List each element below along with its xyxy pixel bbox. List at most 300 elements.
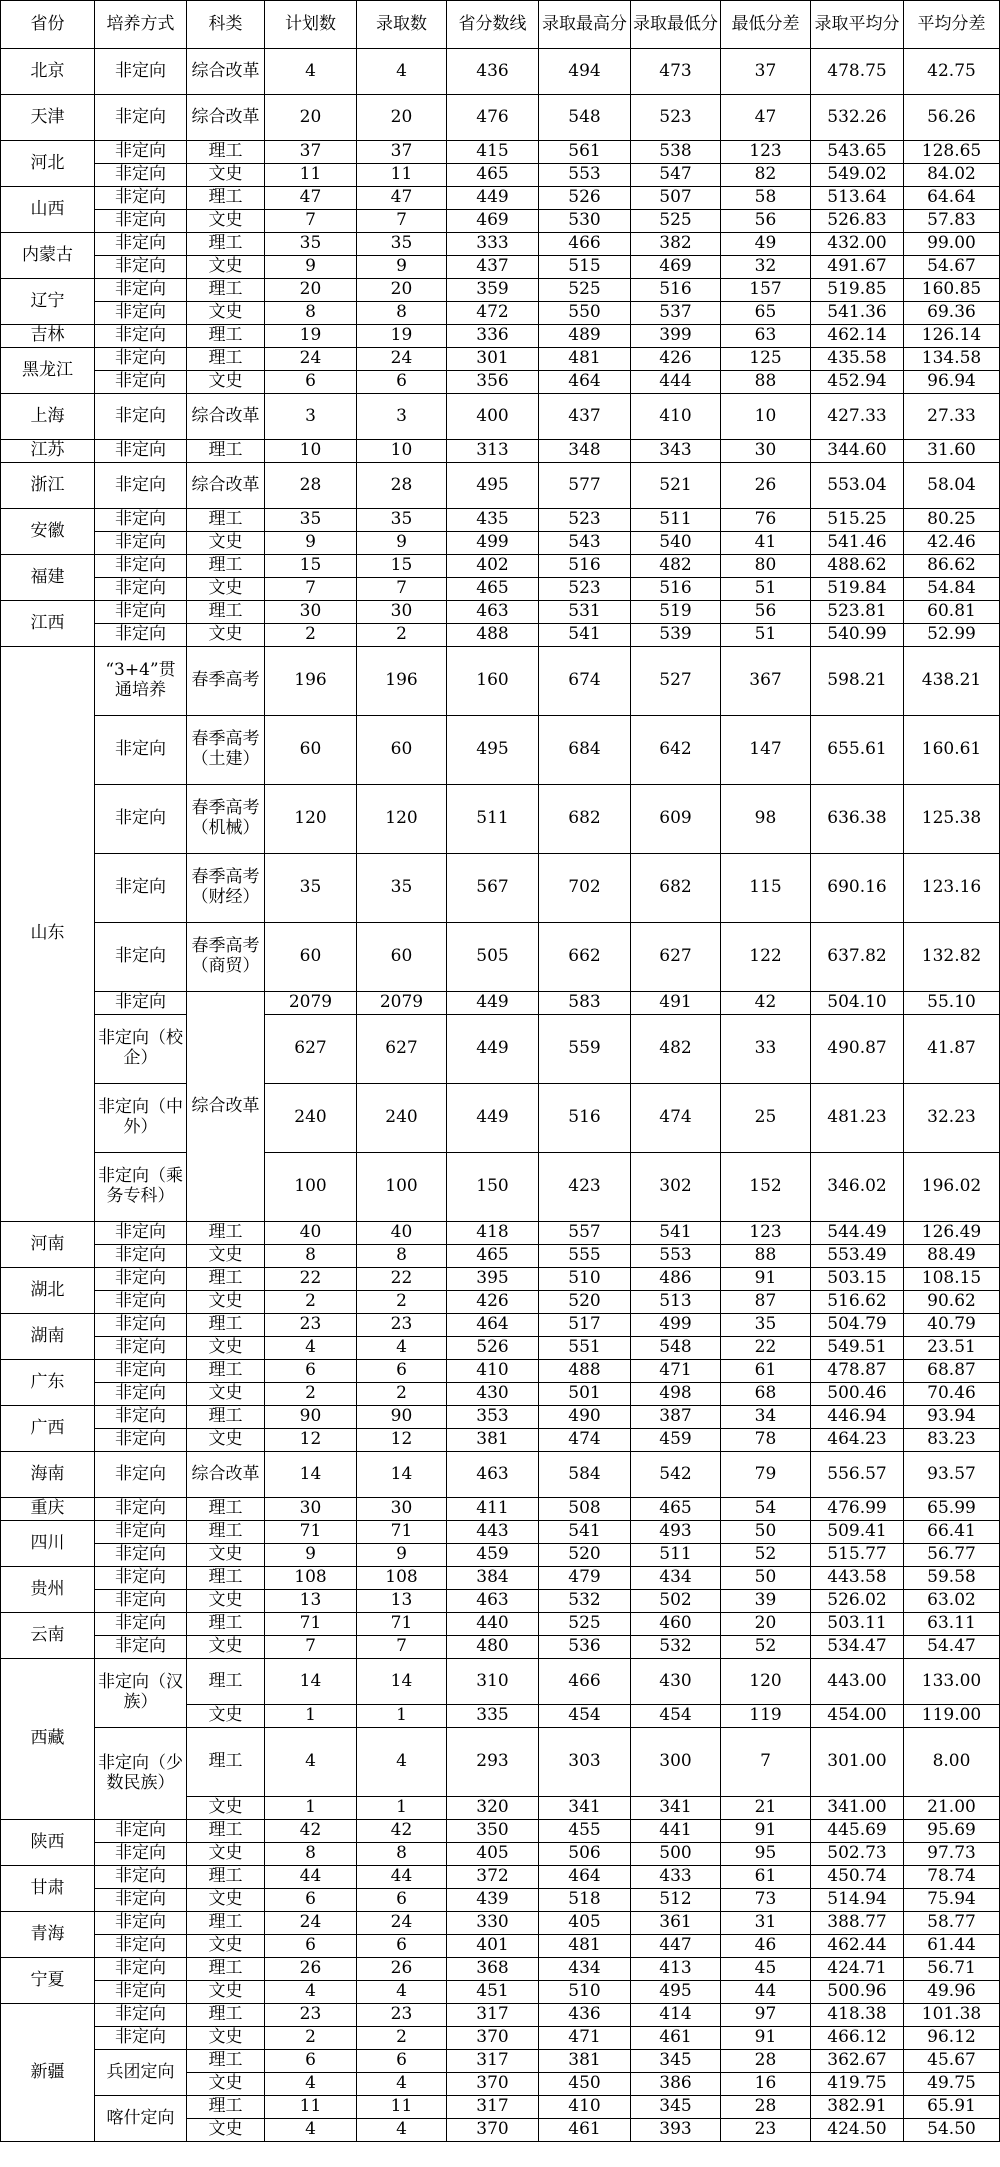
cell-min-diff: 25 <box>721 1084 811 1153</box>
cell-plan-count: 7 <box>265 1636 357 1659</box>
cell-province-cutoff: 353 <box>447 1406 539 1429</box>
cell-training-mode: 非定向（中外） <box>95 1084 187 1153</box>
cell-avg-score: 526.02 <box>811 1590 904 1613</box>
cell-min-diff: 50 <box>721 1567 811 1590</box>
cell-avg-diff: 8.00 <box>904 1728 1000 1797</box>
table-row <box>1 647 1000 716</box>
cell-min-score: 642 <box>631 716 721 785</box>
cell-avg-score: 464.23 <box>811 1429 904 1452</box>
cell-avg-diff: 60.81 <box>904 601 1000 624</box>
cell-training-mode: 兵团定向 <box>95 2050 187 2096</box>
cell-min-score: 361 <box>631 1912 721 1935</box>
cell-admitted-count: 2 <box>357 2027 447 2050</box>
cell-avg-diff: 54.50 <box>904 2119 1000 2142</box>
cell-min-score: 523 <box>631 95 721 141</box>
cell-province-cutoff: 395 <box>447 1268 539 1291</box>
cell-min-score: 300 <box>631 1728 721 1797</box>
cell-max-score: 464 <box>539 1866 631 1889</box>
cell-plan-count: 14 <box>265 1452 357 1498</box>
cell-min-diff: 63 <box>721 325 811 348</box>
cell-min-score: 553 <box>631 1245 721 1268</box>
cell-max-score: 559 <box>539 1015 631 1084</box>
cell-plan-count: 627 <box>265 1015 357 1084</box>
cell-min-diff: 91 <box>721 2027 811 2050</box>
cell-category: 文史 <box>187 1889 265 1912</box>
cell-training-mode: 非定向 <box>95 1958 187 1981</box>
cell-admitted-count: 35 <box>357 509 447 532</box>
cell-category: 理工 <box>187 1498 265 1521</box>
cell-category: 理工 <box>187 1866 265 1889</box>
cell-province-cutoff: 465 <box>447 164 539 187</box>
cell-avg-score: 500.96 <box>811 1981 904 2004</box>
cell-category: 理工 <box>187 1360 265 1383</box>
cell-avg-score: 466.12 <box>811 2027 904 2050</box>
cell-category: 文史 <box>187 210 265 233</box>
cell-min-diff: 49 <box>721 233 811 256</box>
cell-min-score: 444 <box>631 371 721 394</box>
cell-min-diff: 54 <box>721 1498 811 1521</box>
cell-min-score: 548 <box>631 1337 721 1360</box>
cell-admitted-count: 6 <box>357 371 447 394</box>
cell-avg-score: 541.46 <box>811 532 904 555</box>
cell-admitted-count: 7 <box>357 578 447 601</box>
cell-min-diff: 82 <box>721 164 811 187</box>
cell-avg-score: 509.41 <box>811 1521 904 1544</box>
table-row <box>1 1636 1000 1659</box>
cell-admitted-count: 196 <box>357 647 447 716</box>
cell-avg-score: 655.61 <box>811 716 904 785</box>
cell-avg-diff: 61.44 <box>904 1935 1000 1958</box>
cell-category: 文史 <box>187 1935 265 1958</box>
cell-training-mode: 非定向 <box>95 854 187 923</box>
cell-category: 理工 <box>187 1958 265 1981</box>
cell-min-diff: 46 <box>721 1935 811 1958</box>
cell-plan-count: 71 <box>265 1613 357 1636</box>
cell-province: 天津 <box>1 95 95 141</box>
cell-avg-diff: 126.14 <box>904 325 1000 348</box>
cell-max-score: 523 <box>539 578 631 601</box>
cell-min-diff: 120 <box>721 1659 811 1705</box>
cell-admitted-count: 9 <box>357 1544 447 1567</box>
cell-training-mode: 非定向 <box>95 2004 187 2027</box>
cell-province-cutoff: 449 <box>447 1015 539 1084</box>
cell-max-score: 464 <box>539 371 631 394</box>
cell-training-mode: 非定向 <box>95 785 187 854</box>
cell-min-score: 541 <box>631 1222 721 1245</box>
cell-avg-diff: 65.91 <box>904 2096 1000 2119</box>
cell-province: 江西 <box>1 601 95 647</box>
cell-avg-score: 544.49 <box>811 1222 904 1245</box>
cell-max-score: 410 <box>539 2096 631 2119</box>
cell-province-cutoff: 359 <box>447 279 539 302</box>
cell-avg-diff: 21.00 <box>904 1797 1000 1820</box>
cell-max-score: 489 <box>539 325 631 348</box>
cell-admitted-count: 2 <box>357 1383 447 1406</box>
cell-province: 宁夏 <box>1 1958 95 2004</box>
table-row <box>1 1452 1000 1498</box>
cell-min-score: 482 <box>631 555 721 578</box>
cell-category: 文史 <box>187 371 265 394</box>
cell-training-mode: 非定向 <box>95 1521 187 1544</box>
cell-province: 广西 <box>1 1406 95 1452</box>
cell-max-score: 516 <box>539 555 631 578</box>
table-row <box>1 1383 1000 1406</box>
cell-min-score: 459 <box>631 1429 721 1452</box>
cell-province-cutoff: 317 <box>447 2096 539 2119</box>
cell-avg-score: 488.62 <box>811 555 904 578</box>
cell-training-mode: 非定向 <box>95 371 187 394</box>
cell-province-cutoff: 430 <box>447 1383 539 1406</box>
cell-max-score: 523 <box>539 509 631 532</box>
cell-province: 青海 <box>1 1912 95 1958</box>
cell-admitted-count: 1 <box>357 1705 447 1728</box>
cell-category: 文史 <box>187 1383 265 1406</box>
cell-training-mode: 非定向 <box>95 1452 187 1498</box>
cell-avg-score: 344.60 <box>811 440 904 463</box>
cell-admitted-count: 6 <box>357 1935 447 1958</box>
cell-avg-diff: 160.61 <box>904 716 1000 785</box>
table-row <box>1 555 1000 578</box>
cell-admitted-count: 24 <box>357 348 447 371</box>
cell-max-score: 341 <box>539 1797 631 1820</box>
cell-province: 西藏 <box>1 1659 95 1820</box>
cell-category: 理工 <box>187 1406 265 1429</box>
cell-avg-score: 476.99 <box>811 1498 904 1521</box>
cell-max-score: 543 <box>539 532 631 555</box>
cell-admitted-count: 8 <box>357 1245 447 1268</box>
cell-max-score: 348 <box>539 440 631 463</box>
cell-avg-score: 549.02 <box>811 164 904 187</box>
cell-min-diff: 56 <box>721 601 811 624</box>
cell-plan-count: 4 <box>265 1337 357 1360</box>
cell-min-diff: 147 <box>721 716 811 785</box>
header-training-mode: 培养方式 <box>95 1 187 49</box>
cell-avg-diff: 438.21 <box>904 647 1000 716</box>
cell-province-cutoff: 465 <box>447 578 539 601</box>
cell-max-score: 461 <box>539 2119 631 2142</box>
cell-plan-count: 4 <box>265 2073 357 2096</box>
cell-plan-count: 23 <box>265 1314 357 1337</box>
cell-category: 理工 <box>187 1222 265 1245</box>
cell-province: 河南 <box>1 1222 95 1268</box>
cell-training-mode: 非定向 <box>95 509 187 532</box>
cell-max-score: 550 <box>539 302 631 325</box>
cell-avg-diff: 65.99 <box>904 1498 1000 1521</box>
table-row <box>1 1521 1000 1544</box>
cell-avg-score: 598.21 <box>811 647 904 716</box>
cell-min-score: 507 <box>631 187 721 210</box>
cell-min-score: 499 <box>631 1314 721 1337</box>
cell-min-score: 516 <box>631 279 721 302</box>
cell-avg-score: 362.67 <box>811 2050 904 2073</box>
cell-admitted-count: 3 <box>357 394 447 440</box>
cell-avg-score: 443.58 <box>811 1567 904 1590</box>
cell-avg-score: 515.77 <box>811 1544 904 1567</box>
cell-max-score: 702 <box>539 854 631 923</box>
cell-province-cutoff: 463 <box>447 1452 539 1498</box>
cell-plan-count: 7 <box>265 210 357 233</box>
cell-province: 贵州 <box>1 1567 95 1613</box>
cell-avg-diff: 58.77 <box>904 1912 1000 1935</box>
cell-training-mode: 非定向 <box>95 49 187 95</box>
cell-admitted-count: 47 <box>357 187 447 210</box>
cell-category: 理工 <box>187 1314 265 1337</box>
cell-avg-diff: 99.00 <box>904 233 1000 256</box>
cell-training-mode: 非定向 <box>95 1590 187 1613</box>
cell-province-cutoff: 370 <box>447 2073 539 2096</box>
cell-admitted-count: 8 <box>357 302 447 325</box>
cell-avg-score: 515.25 <box>811 509 904 532</box>
cell-category: 文史 <box>187 1245 265 1268</box>
cell-plan-count: 60 <box>265 716 357 785</box>
cell-category: 综合改革 <box>187 463 265 509</box>
cell-avg-score: 516.62 <box>811 1291 904 1314</box>
cell-province-cutoff: 511 <box>447 785 539 854</box>
cell-plan-count: 37 <box>265 141 357 164</box>
cell-avg-diff: 78.74 <box>904 1866 1000 1889</box>
cell-min-score: 430 <box>631 1659 721 1705</box>
cell-category: 文史 <box>187 624 265 647</box>
cell-category: 文史 <box>187 578 265 601</box>
cell-avg-diff: 42.75 <box>904 49 1000 95</box>
cell-plan-count: 6 <box>265 371 357 394</box>
cell-avg-diff: 59.58 <box>904 1567 1000 1590</box>
cell-min-diff: 152 <box>721 1153 811 1222</box>
cell-province-cutoff: 436 <box>447 49 539 95</box>
cell-min-score: 393 <box>631 2119 721 2142</box>
cell-province: 辽宁 <box>1 279 95 325</box>
cell-province-cutoff: 526 <box>447 1337 539 1360</box>
cell-avg-score: 513.64 <box>811 187 904 210</box>
table-row <box>1 302 1000 325</box>
cell-min-score: 512 <box>631 1889 721 1912</box>
cell-plan-count: 4 <box>265 49 357 95</box>
cell-avg-score: 478.87 <box>811 1360 904 1383</box>
cell-province-cutoff: 505 <box>447 923 539 992</box>
cell-training-mode: 非定向 <box>95 233 187 256</box>
cell-training-mode: 非定向 <box>95 1613 187 1636</box>
cell-avg-score: 462.14 <box>811 325 904 348</box>
cell-min-diff: 157 <box>721 279 811 302</box>
table-row <box>1 1544 1000 1567</box>
table-row <box>1 1889 1000 1912</box>
cell-avg-diff: 86.62 <box>904 555 1000 578</box>
cell-admitted-count: 23 <box>357 1314 447 1337</box>
cell-admitted-count: 4 <box>357 2119 447 2142</box>
cell-min-score: 525 <box>631 210 721 233</box>
cell-training-mode: 非定向 <box>95 1935 187 1958</box>
cell-province-cutoff: 426 <box>447 1291 539 1314</box>
cell-min-diff: 26 <box>721 463 811 509</box>
header-min-diff: 最低分差 <box>721 1 811 49</box>
cell-avg-diff: 84.02 <box>904 164 1000 187</box>
cell-min-diff: 115 <box>721 854 811 923</box>
cell-min-score: 433 <box>631 1866 721 1889</box>
cell-admitted-count: 6 <box>357 2050 447 2073</box>
cell-min-diff: 44 <box>721 1981 811 2004</box>
cell-category: 理工 <box>187 555 265 578</box>
cell-admitted-count: 71 <box>357 1613 447 1636</box>
cell-plan-count: 20 <box>265 95 357 141</box>
cell-plan-count: 47 <box>265 187 357 210</box>
cell-plan-count: 20 <box>265 279 357 302</box>
cell-avg-diff: 126.49 <box>904 1222 1000 1245</box>
cell-avg-diff: 32.23 <box>904 1084 1000 1153</box>
table-row <box>1 256 1000 279</box>
cell-max-score: 479 <box>539 1567 631 1590</box>
cell-min-score: 460 <box>631 1613 721 1636</box>
cell-min-diff: 10 <box>721 394 811 440</box>
cell-avg-diff: 90.62 <box>904 1291 1000 1314</box>
cell-province-cutoff: 160 <box>447 647 539 716</box>
cell-province: 内蒙古 <box>1 233 95 279</box>
cell-plan-count: 2079 <box>265 992 357 1015</box>
table-row <box>1 1498 1000 1521</box>
table-row <box>1 1406 1000 1429</box>
cell-province-cutoff: 411 <box>447 1498 539 1521</box>
cell-min-diff: 88 <box>721 371 811 394</box>
cell-admitted-count: 14 <box>357 1659 447 1705</box>
cell-category: 理工 <box>187 601 265 624</box>
cell-min-score: 345 <box>631 2050 721 2073</box>
cell-province: 北京 <box>1 49 95 95</box>
cell-category: 理工 <box>187 2004 265 2027</box>
cell-min-diff: 47 <box>721 95 811 141</box>
cell-training-mode: 非定向（汉族） <box>95 1659 187 1728</box>
cell-training-mode: 非定向 <box>95 1360 187 1383</box>
table-row <box>1 187 1000 210</box>
cell-category: 理工 <box>187 141 265 164</box>
cell-training-mode: 非定向（校企） <box>95 1015 187 1084</box>
cell-admitted-count: 24 <box>357 1912 447 1935</box>
cell-training-mode: 非定向 <box>95 532 187 555</box>
cell-avg-diff: 66.41 <box>904 1521 1000 1544</box>
cell-min-score: 511 <box>631 509 721 532</box>
cell-avg-score: 532.26 <box>811 95 904 141</box>
cell-admitted-count: 8 <box>357 1843 447 1866</box>
cell-province-cutoff: 469 <box>447 210 539 233</box>
cell-province-cutoff: 400 <box>447 394 539 440</box>
cell-category: 理工 <box>187 1613 265 1636</box>
cell-max-score: 531 <box>539 601 631 624</box>
cell-avg-score: 553.49 <box>811 1245 904 1268</box>
cell-avg-score: 490.87 <box>811 1015 904 1084</box>
cell-category: 理工 <box>187 509 265 532</box>
cell-category: 文史 <box>187 1429 265 1452</box>
cell-min-score: 502 <box>631 1590 721 1613</box>
cell-avg-score: 500.46 <box>811 1383 904 1406</box>
cell-category: 文史 <box>187 256 265 279</box>
cell-max-score: 474 <box>539 1429 631 1452</box>
table-row <box>1 1935 1000 1958</box>
cell-plan-count: 12 <box>265 1429 357 1452</box>
cell-province: 甘肃 <box>1 1866 95 1912</box>
cell-province-cutoff: 463 <box>447 601 539 624</box>
cell-category: 综合改革 <box>187 394 265 440</box>
table-row <box>1 601 1000 624</box>
cell-admitted-count: 90 <box>357 1406 447 1429</box>
table-row <box>1 210 1000 233</box>
cell-training-mode: 非定向 <box>95 1314 187 1337</box>
cell-max-score: 532 <box>539 1590 631 1613</box>
cell-min-diff: 37 <box>721 49 811 95</box>
cell-min-diff: 56 <box>721 210 811 233</box>
cell-min-score: 302 <box>631 1153 721 1222</box>
cell-min-diff: 45 <box>721 1958 811 1981</box>
cell-plan-count: 100 <box>265 1153 357 1222</box>
cell-avg-diff: 128.65 <box>904 141 1000 164</box>
cell-province-cutoff: 443 <box>447 1521 539 1544</box>
cell-training-mode: “3+4”贯通培养 <box>95 647 187 716</box>
cell-max-score: 684 <box>539 716 631 785</box>
cell-training-mode: 非定向 <box>95 164 187 187</box>
cell-province-cutoff: 410 <box>447 1360 539 1383</box>
cell-avg-diff: 41.87 <box>904 1015 1000 1084</box>
cell-category: 综合改革 <box>187 95 265 141</box>
table-row <box>1 1222 1000 1245</box>
cell-min-diff: 41 <box>721 532 811 555</box>
cell-category: 文史 <box>187 1636 265 1659</box>
cell-max-score: 551 <box>539 1337 631 1360</box>
cell-category: 理工 <box>187 2096 265 2119</box>
cell-province-cutoff: 464 <box>447 1314 539 1337</box>
header-category: 科类 <box>187 1 265 49</box>
cell-min-diff: 50 <box>721 1521 811 1544</box>
cell-training-mode: 喀什定向 <box>95 2096 187 2142</box>
cell-min-score: 399 <box>631 325 721 348</box>
cell-training-mode: 非定向 <box>95 1268 187 1291</box>
cell-min-score: 513 <box>631 1291 721 1314</box>
cell-min-diff: 51 <box>721 624 811 647</box>
cell-min-diff: 52 <box>721 1544 811 1567</box>
cell-training-mode: 非定向 <box>95 923 187 992</box>
cell-province-cutoff: 310 <box>447 1659 539 1705</box>
cell-avg-score: 523.81 <box>811 601 904 624</box>
cell-avg-score: 549.51 <box>811 1337 904 1360</box>
cell-category: 文史 <box>187 2119 265 2142</box>
cell-min-diff: 16 <box>721 2073 811 2096</box>
cell-max-score: 682 <box>539 785 631 854</box>
cell-plan-count: 6 <box>265 1889 357 1912</box>
cell-min-diff: 23 <box>721 2119 811 2142</box>
cell-min-score: 447 <box>631 1935 721 1958</box>
cell-category: 综合改革 <box>187 992 265 1222</box>
cell-province-cutoff: 317 <box>447 2050 539 2073</box>
cell-admitted-count: 44 <box>357 1866 447 1889</box>
cell-min-diff: 73 <box>721 1889 811 1912</box>
table-row <box>1 785 1000 854</box>
cell-max-score: 541 <box>539 624 631 647</box>
cell-plan-count: 22 <box>265 1268 357 1291</box>
cell-min-diff: 91 <box>721 1268 811 1291</box>
cell-min-score: 387 <box>631 1406 721 1429</box>
cell-max-score: 555 <box>539 1245 631 1268</box>
cell-admitted-count: 10 <box>357 440 447 463</box>
cell-admitted-count: 1 <box>357 1797 447 1820</box>
table-row <box>1 1590 1000 1613</box>
cell-plan-count: 14 <box>265 1659 357 1705</box>
table-row <box>1 2050 1000 2073</box>
cell-admitted-count: 11 <box>357 2096 447 2119</box>
cell-min-diff: 28 <box>721 2096 811 2119</box>
cell-category: 综合改革 <box>187 49 265 95</box>
cell-avg-score: 540.99 <box>811 624 904 647</box>
cell-province-cutoff: 449 <box>447 187 539 210</box>
cell-max-score: 481 <box>539 348 631 371</box>
cell-max-score: 436 <box>539 2004 631 2027</box>
cell-training-mode: 非定向 <box>95 1498 187 1521</box>
cell-plan-count: 24 <box>265 1912 357 1935</box>
